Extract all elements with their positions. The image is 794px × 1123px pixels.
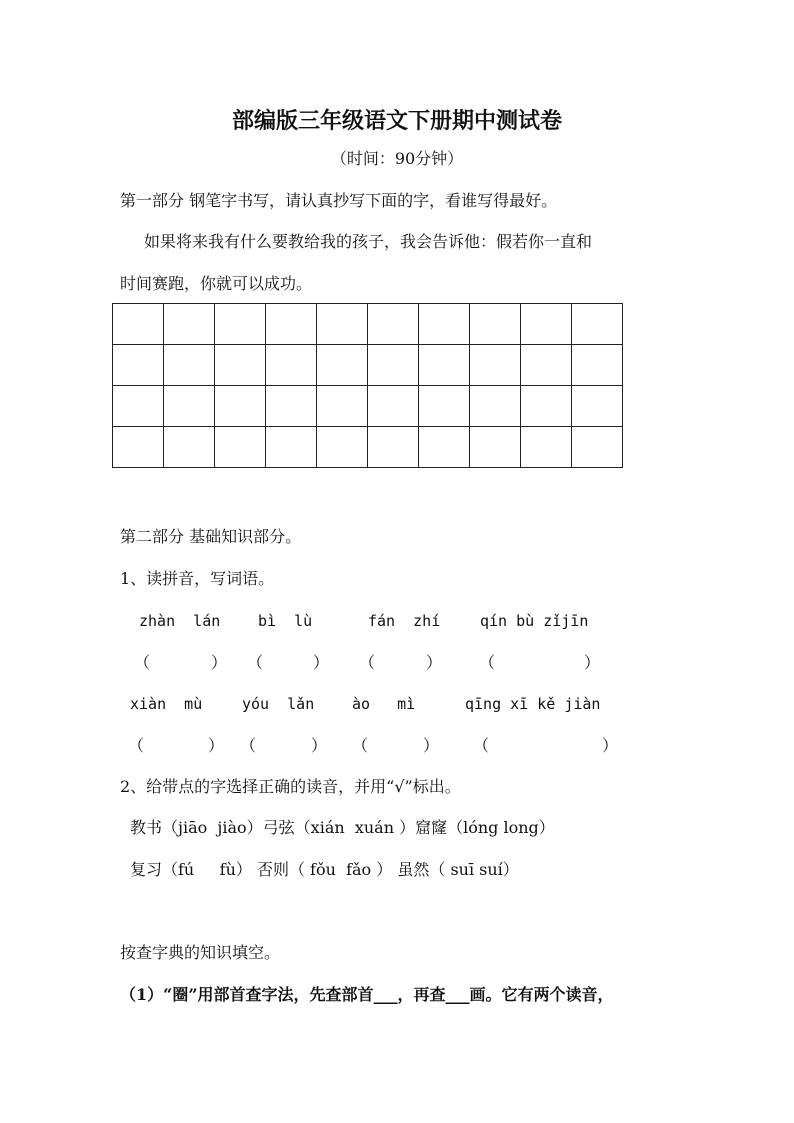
grid-cell[interactable] [215, 427, 266, 468]
grid-cell[interactable] [215, 386, 266, 427]
answer-close: ） [602, 736, 619, 755]
grid-cell[interactable] [113, 304, 164, 345]
part1-heading: 第一部分 钢笔字书写，请认真抄写下面的字，看谁写得最好。 [120, 191, 558, 210]
grid-cell[interactable] [317, 345, 368, 386]
grid-cell[interactable] [368, 427, 419, 468]
grid-cell[interactable] [419, 304, 470, 345]
q3-label: 按查字典的知识填空。 [120, 943, 281, 962]
grid-cell[interactable] [266, 386, 317, 427]
page-title: 部编版三年级语文下册期中测试卷 [231, 108, 562, 134]
grid-cell[interactable] [164, 427, 215, 468]
grid-cell[interactable] [470, 304, 521, 345]
grid-cell[interactable] [266, 345, 317, 386]
grid-cell[interactable] [266, 304, 317, 345]
exam-time: （时间：90分钟） [330, 149, 464, 168]
answer-close: ） [211, 653, 228, 672]
answer-open: （ [473, 736, 490, 755]
q3-item-1: （1）“圈”用部首查字法，先查部首___，再查___画。它有两个读音， [120, 985, 614, 1004]
grid-cell[interactable] [572, 345, 623, 386]
answer-open: （ [352, 736, 369, 755]
grid-cell[interactable] [317, 427, 368, 468]
passage-line-1: 如果将来我有什么要教给我的孩子，我会告诉他：假若你一直和 [144, 232, 593, 251]
grid-cell[interactable] [419, 345, 470, 386]
grid-cell[interactable] [164, 304, 215, 345]
answer-open: （ [479, 653, 496, 672]
grid-cell[interactable] [572, 427, 623, 468]
grid-cell[interactable] [419, 427, 470, 468]
answer-close: ） [208, 736, 225, 755]
pinyin-word: xiàn mù [130, 695, 203, 713]
q2-label: 2、给带点的字选择正确的读音，并用“√”标出。 [120, 777, 461, 796]
q1-label: 1、读拼音，写词语。 [120, 569, 275, 588]
answer-open: （ [134, 653, 151, 672]
answer-close: ） [313, 653, 330, 672]
grid-cell[interactable] [470, 345, 521, 386]
answer-open: （ [359, 653, 376, 672]
grid-cell[interactable] [572, 304, 623, 345]
pinyin-word: qīng xī kě jiàn [465, 695, 601, 713]
grid-cell[interactable] [215, 345, 266, 386]
grid-cell[interactable] [317, 386, 368, 427]
grid-row [113, 304, 623, 345]
grid-row [113, 386, 623, 427]
answer-close: ） [423, 736, 440, 755]
pinyin-word: zhàn lán [139, 612, 221, 630]
grid-cell[interactable] [113, 345, 164, 386]
grid-cell[interactable] [113, 386, 164, 427]
grid-cell[interactable] [572, 386, 623, 427]
grid-cell[interactable] [368, 304, 419, 345]
answer-close: ） [311, 736, 328, 755]
pinyin-word: bì lù [258, 612, 313, 630]
grid-cell[interactable] [419, 386, 470, 427]
answer-close: ） [426, 653, 443, 672]
grid-cell[interactable] [266, 427, 317, 468]
grid-cell[interactable] [521, 427, 572, 468]
q2-line-2: 复习（fú fù） 否则（ fǒu fǎo ） 虽然（ suī suí） [130, 860, 519, 879]
grid-cell[interactable] [521, 345, 572, 386]
grid-row [113, 427, 623, 468]
answer-open: （ [240, 736, 257, 755]
part2-heading: 第二部分 基础知识部分。 [120, 527, 302, 546]
grid-cell[interactable] [164, 386, 215, 427]
passage-line-2: 时间赛跑，你就可以成功。 [120, 274, 313, 293]
grid-row [113, 345, 623, 386]
answer-open: （ [247, 653, 264, 672]
grid-cell[interactable] [368, 386, 419, 427]
grid-cell[interactable] [317, 304, 368, 345]
answer-open: （ [128, 736, 145, 755]
pinyin-word: ào mì [352, 695, 416, 713]
q2-line-1: 教书（jiāo jiào）弓弦（xián xuán ）窟窿（lóng long） [130, 818, 555, 837]
grid-cell[interactable] [470, 427, 521, 468]
writing-grid [112, 303, 623, 468]
grid-cell[interactable] [164, 345, 215, 386]
grid-cell[interactable] [215, 304, 266, 345]
grid-cell[interactable] [113, 427, 164, 468]
grid-cell[interactable] [368, 345, 419, 386]
answer-close: ） [584, 653, 601, 672]
pinyin-word: yóu lǎn [242, 695, 315, 713]
pinyin-word: qín bù zǐjīn [480, 612, 589, 630]
grid-cell[interactable] [470, 386, 521, 427]
grid-cell[interactable] [521, 386, 572, 427]
grid-cell[interactable] [521, 304, 572, 345]
pinyin-word: fán zhí [368, 612, 441, 630]
